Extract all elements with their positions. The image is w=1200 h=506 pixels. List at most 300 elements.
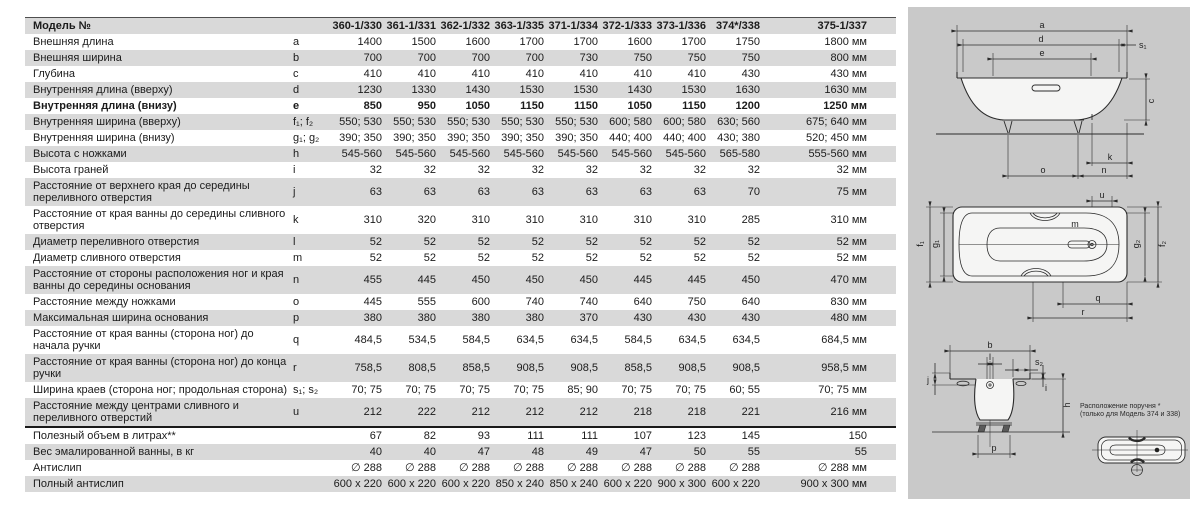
table-row bbox=[25, 294, 896, 310]
cell-value: 63 bbox=[639, 186, 652, 198]
diagram-panel bbox=[908, 7, 1190, 499]
table-row bbox=[25, 460, 896, 476]
row-letter bbox=[293, 427, 330, 444]
cell-value: 212 bbox=[579, 406, 598, 418]
cell-value: 1630 мм bbox=[824, 84, 867, 96]
cell-value: 908,5 bbox=[570, 362, 598, 374]
cell-value: 550; 530 bbox=[555, 116, 598, 128]
bathtub-section-outline bbox=[950, 373, 1030, 420]
dim-label-e: e bbox=[1039, 48, 1045, 58]
cell-value: 52 bbox=[693, 252, 706, 264]
cell-value: 32 bbox=[747, 164, 760, 176]
cell-value: 47 bbox=[477, 446, 490, 458]
cell-value: 1750 bbox=[735, 36, 760, 48]
cell-value: 55 bbox=[747, 446, 760, 458]
row-letter: i bbox=[293, 164, 296, 176]
cell-value: 52 bbox=[693, 236, 706, 248]
cell-value: 63 bbox=[477, 186, 490, 198]
row-letter: r bbox=[293, 362, 297, 374]
table-row bbox=[25, 326, 896, 354]
row-letter: c bbox=[293, 68, 299, 80]
cell-value: 1500 bbox=[411, 36, 436, 48]
table-header-model: 374*/338 bbox=[715, 20, 760, 32]
cell-value: 410 bbox=[417, 68, 436, 80]
cell-value: ∅ 288 bbox=[729, 462, 760, 474]
cell-value: 150 bbox=[763, 427, 896, 444]
table-header-model: 372-1/333 bbox=[602, 20, 652, 32]
cell-value: 450 bbox=[471, 274, 490, 286]
cell-value: 550; 530 bbox=[339, 116, 382, 128]
row-letter: a bbox=[293, 36, 300, 48]
cell-value: 310 мм bbox=[830, 214, 867, 226]
cell-value: 40 bbox=[369, 446, 382, 458]
cell-value: 40 bbox=[423, 446, 436, 458]
table-header-model: 362-1/332 bbox=[440, 20, 490, 32]
handle-position-dot bbox=[1155, 448, 1160, 453]
table-row bbox=[25, 114, 896, 130]
table-header-model: 375-1/337 bbox=[817, 20, 867, 32]
cell-value: 32 bbox=[423, 164, 436, 176]
dim-label-f2: f₂ bbox=[1157, 241, 1167, 247]
cell-value: 285 bbox=[741, 214, 760, 226]
cell-value: 63 bbox=[693, 186, 706, 198]
dim-label-g2: g₂ bbox=[1131, 239, 1141, 249]
cell-value: 455 bbox=[363, 274, 382, 286]
cell-value: 52 bbox=[423, 252, 436, 264]
table-row bbox=[25, 34, 896, 50]
row-letter: g₁; g₂ bbox=[293, 132, 320, 144]
cell-value: 1600 bbox=[465, 36, 490, 48]
row-letter: s₁; s₂ bbox=[293, 384, 319, 396]
dim-label-d: d bbox=[1038, 34, 1044, 44]
cell-value: 545-560 bbox=[341, 148, 382, 160]
cell-value: 600 x 220 bbox=[711, 478, 760, 490]
cell-value: 50 bbox=[693, 446, 706, 458]
cell-value: ∅ 288 мм bbox=[817, 462, 867, 474]
cell-value: 410 bbox=[525, 68, 544, 80]
cell-value: 430 bbox=[741, 312, 760, 324]
cell-value: 310 bbox=[633, 214, 652, 226]
cell-value: 634,5 bbox=[570, 334, 598, 346]
cell-value: 750 bbox=[687, 52, 706, 64]
cell-value: 908,5 bbox=[678, 362, 706, 374]
cell-value: 93 bbox=[439, 427, 493, 444]
cell-value: 700 bbox=[471, 52, 490, 64]
cell-value: 48 bbox=[531, 446, 544, 458]
row-label: Внутренняя ширина (внизу) bbox=[33, 132, 175, 144]
cell-value: 70; 75 bbox=[459, 384, 490, 396]
row-label: Расстояние между центрами сливного и переливного отверстий bbox=[33, 400, 239, 424]
cell-value: 850 x 240 bbox=[549, 478, 598, 490]
cell-value: 52 bbox=[747, 236, 760, 248]
table-header-model: 373-1/336 bbox=[656, 20, 706, 32]
cell-value: 310 bbox=[525, 214, 544, 226]
table-header-row bbox=[25, 18, 896, 35]
cell-value: 950 bbox=[417, 100, 436, 112]
cell-value: 584,5 bbox=[462, 334, 490, 346]
cell-value: 212 bbox=[525, 406, 544, 418]
cell-value: 430; 380 bbox=[717, 132, 760, 144]
cell-value: 1050 bbox=[465, 100, 490, 112]
cell-value: 450 bbox=[525, 274, 544, 286]
dim-label-f1: f₁ bbox=[915, 241, 925, 247]
cell-value: 750 bbox=[741, 52, 760, 64]
row-label: Расстояние от края ванны до середины сливного отверстия bbox=[33, 208, 286, 232]
cell-value: 684,5 мм bbox=[821, 334, 867, 346]
dim-label-u: u bbox=[1099, 190, 1105, 200]
cell-value: 32 bbox=[531, 164, 544, 176]
cell-value: 52 bbox=[531, 236, 544, 248]
cell-value: 63 bbox=[531, 186, 544, 198]
dim-label-s2: s₂ bbox=[1035, 357, 1043, 367]
cell-value: 545-560 bbox=[611, 148, 652, 160]
cell-value: 675; 640 мм bbox=[806, 116, 867, 128]
cell-value: 63 bbox=[585, 186, 598, 198]
row-letter: d bbox=[293, 84, 300, 96]
cell-value: 63 bbox=[423, 186, 436, 198]
cell-value: 545-560 bbox=[665, 148, 706, 160]
handle-position-note bbox=[1080, 403, 1188, 419]
cell-value: 830 мм bbox=[830, 296, 867, 308]
row-letter: h bbox=[293, 148, 300, 160]
cell-value: 380 bbox=[471, 312, 490, 324]
cell-value: 1050 bbox=[627, 100, 652, 112]
table-row bbox=[25, 382, 896, 398]
row-label: Расстояние между ножками bbox=[33, 296, 176, 308]
cell-value: 1530 bbox=[519, 84, 544, 96]
cell-value: 750 bbox=[633, 52, 652, 64]
cell-value: 390; 350 bbox=[393, 132, 436, 144]
note-line2: (только для Модель 374 и 338) bbox=[1080, 411, 1181, 418]
cell-value: 900 x 300 bbox=[657, 478, 706, 490]
cell-value: 1800 мм bbox=[824, 36, 867, 48]
cell-value: 630; 560 bbox=[717, 116, 760, 128]
row-label: Внутренняя ширина (вверху) bbox=[33, 116, 181, 128]
top-view-diagram bbox=[908, 182, 1190, 337]
row-label: Полезный объем в литрах** bbox=[25, 427, 293, 444]
cell-value: 70; 75 bbox=[621, 384, 652, 396]
cell-value: 430 bbox=[633, 312, 652, 324]
cell-value: 52 bbox=[369, 236, 382, 248]
row-label: Высота с ножками bbox=[33, 148, 127, 160]
cell-value: 1400 bbox=[357, 36, 382, 48]
dim-label-r: r bbox=[1081, 307, 1085, 317]
table-row bbox=[25, 398, 896, 427]
cell-value: 445 bbox=[633, 274, 652, 286]
cell-value: 32 bbox=[693, 164, 706, 176]
table-row bbox=[25, 98, 896, 114]
cell-value: 634,5 bbox=[678, 334, 706, 346]
row-label: Высота граней bbox=[33, 164, 109, 176]
cell-value: 47 bbox=[639, 446, 652, 458]
cell-value: 600; 580 bbox=[663, 116, 706, 128]
row-label: Ширина краев (сторона ног; продольная сторона) bbox=[33, 384, 288, 396]
dim-label-o: o bbox=[1040, 165, 1046, 175]
cell-value: 52 bbox=[639, 252, 652, 264]
spec-table bbox=[25, 17, 896, 492]
dim-label-p: p bbox=[991, 443, 997, 453]
cell-value: 1150 bbox=[682, 100, 706, 112]
row-label: Внешняя длина bbox=[33, 36, 114, 48]
row-letter bbox=[293, 460, 330, 476]
cell-value: 370 bbox=[579, 312, 598, 324]
row-letter: o bbox=[293, 296, 300, 308]
row-label: Глубина bbox=[33, 68, 76, 80]
cell-value: 850 bbox=[363, 100, 382, 112]
cell-value: 440; 400 bbox=[609, 132, 652, 144]
cell-value: 32 мм bbox=[836, 164, 867, 176]
cell-value: 216 мм bbox=[830, 406, 867, 418]
cell-value: 900 x 300 мм bbox=[800, 478, 867, 490]
cell-value: 750 bbox=[687, 296, 706, 308]
cell-value: 1430 bbox=[465, 84, 490, 96]
table-row bbox=[25, 427, 896, 444]
table-row bbox=[25, 250, 896, 266]
cell-value: 584,5 bbox=[624, 334, 652, 346]
cell-value: 111 bbox=[547, 427, 601, 444]
cell-value: 758,5 bbox=[354, 362, 382, 374]
cell-value: 1250 мм bbox=[823, 100, 867, 112]
cell-value: 380 bbox=[525, 312, 544, 324]
table-row bbox=[25, 50, 896, 66]
note-line1: Расположение поручня * bbox=[1080, 403, 1161, 410]
cell-value: 390; 350 bbox=[339, 132, 382, 144]
cell-value: 1530 bbox=[681, 84, 706, 96]
table-row bbox=[25, 206, 896, 234]
tub-feet bbox=[1004, 121, 1082, 133]
cell-value: 410 bbox=[363, 68, 382, 80]
support-feet bbox=[978, 425, 1010, 432]
table-row bbox=[25, 476, 896, 492]
table-header-model: 360-1/330 bbox=[332, 20, 382, 32]
row-letter: e bbox=[293, 100, 300, 112]
cell-value: 640 bbox=[741, 296, 760, 308]
cell-value: 55 bbox=[854, 446, 867, 458]
row-label: Расстояние от стороны расположения ног и края ванны до середины основания bbox=[33, 268, 284, 292]
row-label: Диаметр переливного отверстия bbox=[33, 236, 200, 248]
cell-value: 410 bbox=[579, 68, 598, 80]
cell-value: 555 bbox=[417, 296, 436, 308]
cell-value: 440; 400 bbox=[663, 132, 706, 144]
row-letter: u bbox=[293, 406, 300, 418]
cell-value: 740 bbox=[579, 296, 598, 308]
cell-value: 430 мм bbox=[830, 68, 867, 80]
dim-label-k: k bbox=[1107, 152, 1113, 162]
row-letter bbox=[293, 444, 330, 460]
cell-value: 908,5 bbox=[516, 362, 544, 374]
table-row bbox=[25, 266, 896, 294]
cell-value: 1630 bbox=[735, 84, 760, 96]
cell-value: 565-580 bbox=[719, 148, 760, 160]
cell-value: 310 bbox=[687, 214, 706, 226]
cell-value: 600 x 220 bbox=[441, 478, 490, 490]
cell-value: 52 bbox=[477, 252, 490, 264]
cell-value: 380 bbox=[363, 312, 382, 324]
cell-value: 600; 580 bbox=[609, 116, 652, 128]
cell-value: 52 bbox=[585, 252, 598, 264]
cell-value: 111 bbox=[493, 427, 547, 444]
cell-value: 1600 bbox=[627, 36, 652, 48]
cell-value: 70; 75 bbox=[675, 384, 706, 396]
row-letter: p bbox=[293, 312, 300, 324]
cell-value: 450 bbox=[579, 274, 598, 286]
cell-value: 1230 bbox=[357, 84, 382, 96]
cell-value: 32 bbox=[477, 164, 490, 176]
side-view-diagram bbox=[908, 13, 1190, 183]
cell-value: 850 x 240 bbox=[495, 478, 544, 490]
table-row bbox=[25, 444, 896, 460]
table-row bbox=[25, 130, 896, 146]
cell-value: 445 bbox=[363, 296, 382, 308]
table-row bbox=[25, 178, 896, 206]
cell-value: 545-560 bbox=[557, 148, 598, 160]
cell-value: 380 bbox=[417, 312, 436, 324]
cell-value: 52 bbox=[747, 252, 760, 264]
dim-label-a: a bbox=[1039, 20, 1045, 30]
table-header-model-label: Модель № bbox=[33, 20, 91, 32]
cell-value: 52 bbox=[585, 236, 598, 248]
cell-value: 484,5 bbox=[354, 334, 382, 346]
cell-value: 222 bbox=[417, 406, 436, 418]
cell-value: 700 bbox=[417, 52, 436, 64]
cell-value: 700 bbox=[363, 52, 382, 64]
cell-value: 1700 bbox=[519, 36, 544, 48]
cell-value: 221 bbox=[741, 406, 760, 418]
cell-value: 1150 bbox=[520, 100, 544, 112]
row-letter: j bbox=[293, 186, 296, 198]
cell-value: ∅ 288 bbox=[621, 462, 652, 474]
row-letter bbox=[293, 476, 330, 492]
row-label: Расстояние от края ванны (сторона ног) до конца ручки bbox=[33, 356, 287, 380]
cell-value: 52 мм bbox=[836, 236, 867, 248]
table-header-model: 361-1/331 bbox=[386, 20, 436, 32]
cell-value: 1700 bbox=[573, 36, 598, 48]
cell-value: 634,5 bbox=[516, 334, 544, 346]
cell-value: 908,5 bbox=[732, 362, 760, 374]
table-row bbox=[25, 146, 896, 162]
cell-value: 310 bbox=[363, 214, 382, 226]
cell-value: 800 мм bbox=[830, 52, 867, 64]
cell-value: 70; 75 bbox=[513, 384, 544, 396]
table-row bbox=[25, 354, 896, 382]
cell-value: 85; 90 bbox=[567, 384, 598, 396]
dim-label-l: l bbox=[989, 352, 991, 362]
cell-value: 70; 75 bbox=[405, 384, 436, 396]
cell-value: 145 bbox=[709, 427, 763, 444]
row-label: Максимальная ширина основания bbox=[33, 312, 209, 324]
cell-value: 730 bbox=[579, 52, 598, 64]
table-header-model: 371-1/334 bbox=[548, 20, 598, 32]
dim-label-c: c bbox=[1146, 98, 1156, 104]
cell-value: ∅ 288 bbox=[513, 462, 544, 474]
cell-value: 1530 bbox=[573, 84, 598, 96]
cell-value: 75 мм bbox=[836, 186, 867, 198]
table-row bbox=[25, 66, 896, 82]
cell-value: 390; 350 bbox=[501, 132, 544, 144]
table-header-model: 363-1/335 bbox=[494, 20, 544, 32]
cell-value: 310 bbox=[471, 214, 490, 226]
row-letter: k bbox=[293, 214, 299, 226]
cell-value: 550; 530 bbox=[501, 116, 544, 128]
row-letter: q bbox=[293, 334, 300, 346]
cell-value: 534,5 bbox=[408, 334, 436, 346]
row-letter: n bbox=[293, 274, 300, 286]
cell-value: 634,5 bbox=[732, 334, 760, 346]
cell-value: 858,5 bbox=[462, 362, 490, 374]
cell-value: 107 bbox=[601, 427, 655, 444]
cell-value: 52 bbox=[423, 236, 436, 248]
cell-value: 545-560 bbox=[503, 148, 544, 160]
cell-value: 600 x 220 bbox=[603, 478, 652, 490]
dim-label-n: n bbox=[1101, 165, 1107, 175]
table-header-letter-col bbox=[293, 18, 330, 35]
row-label: Антислип bbox=[33, 462, 82, 474]
dim-label-h: h bbox=[1062, 402, 1072, 408]
row-letter: m bbox=[293, 252, 303, 264]
table-row bbox=[25, 162, 896, 178]
cell-value: 545-560 bbox=[449, 148, 490, 160]
cell-value: 52 bbox=[369, 252, 382, 264]
cell-value: 470 мм bbox=[830, 274, 867, 286]
cell-value: 52 bbox=[639, 236, 652, 248]
cell-value: 700 bbox=[525, 52, 544, 64]
cell-value: ∅ 288 bbox=[459, 462, 490, 474]
cell-value: 390; 350 bbox=[555, 132, 598, 144]
cell-value: 1150 bbox=[574, 100, 598, 112]
cell-value: 640 bbox=[633, 296, 652, 308]
row-label: Расстояние от края ванны (сторона ног) до начала ручки bbox=[33, 328, 254, 352]
cell-value: 740 bbox=[525, 296, 544, 308]
cell-value: 1700 bbox=[681, 36, 706, 48]
cell-value: 410 bbox=[687, 68, 706, 80]
row-label: Внешняя ширина bbox=[33, 52, 122, 64]
cell-value: 67 bbox=[330, 427, 385, 444]
cell-value: 52 bbox=[477, 236, 490, 248]
row-label: Вес эмалированной ванны, в кг bbox=[33, 446, 195, 458]
cell-value: 63 bbox=[369, 186, 382, 198]
cell-value: 49 bbox=[585, 446, 598, 458]
cell-value: 430 bbox=[741, 68, 760, 80]
dim-label-g1: g₁ bbox=[930, 239, 940, 249]
cell-value: 310 bbox=[579, 214, 598, 226]
cell-value: 70; 75 bbox=[351, 384, 382, 396]
cell-value: 600 x 220 bbox=[333, 478, 382, 490]
cell-value: ∅ 288 bbox=[405, 462, 436, 474]
cell-value: 555-560 мм bbox=[808, 148, 867, 160]
cell-value: 410 bbox=[471, 68, 490, 80]
cell-value: ∅ 288 bbox=[351, 462, 382, 474]
cell-value: 1430 bbox=[627, 84, 652, 96]
cell-value: 123 bbox=[655, 427, 709, 444]
table-row bbox=[25, 234, 896, 250]
table-row bbox=[25, 82, 896, 98]
row-letter: b bbox=[293, 52, 300, 64]
cell-value: 445 bbox=[687, 274, 706, 286]
cell-value: 550; 530 bbox=[447, 116, 490, 128]
cell-value: 32 bbox=[639, 164, 652, 176]
cell-value: 410 bbox=[633, 68, 652, 80]
cell-value: 70; 75 мм bbox=[818, 384, 867, 396]
row-letter: f₁; f₂ bbox=[293, 116, 314, 128]
cell-value: 32 bbox=[369, 164, 382, 176]
cell-value: 70 bbox=[747, 186, 760, 198]
dim-label-s1: s₁ bbox=[1139, 40, 1147, 50]
dim-label-q: q bbox=[1095, 293, 1101, 303]
bathtub-side-outline bbox=[957, 72, 1127, 120]
cell-value: 212 bbox=[471, 406, 490, 418]
cell-value: 445 bbox=[417, 274, 436, 286]
cell-value: 1330 bbox=[411, 84, 436, 96]
